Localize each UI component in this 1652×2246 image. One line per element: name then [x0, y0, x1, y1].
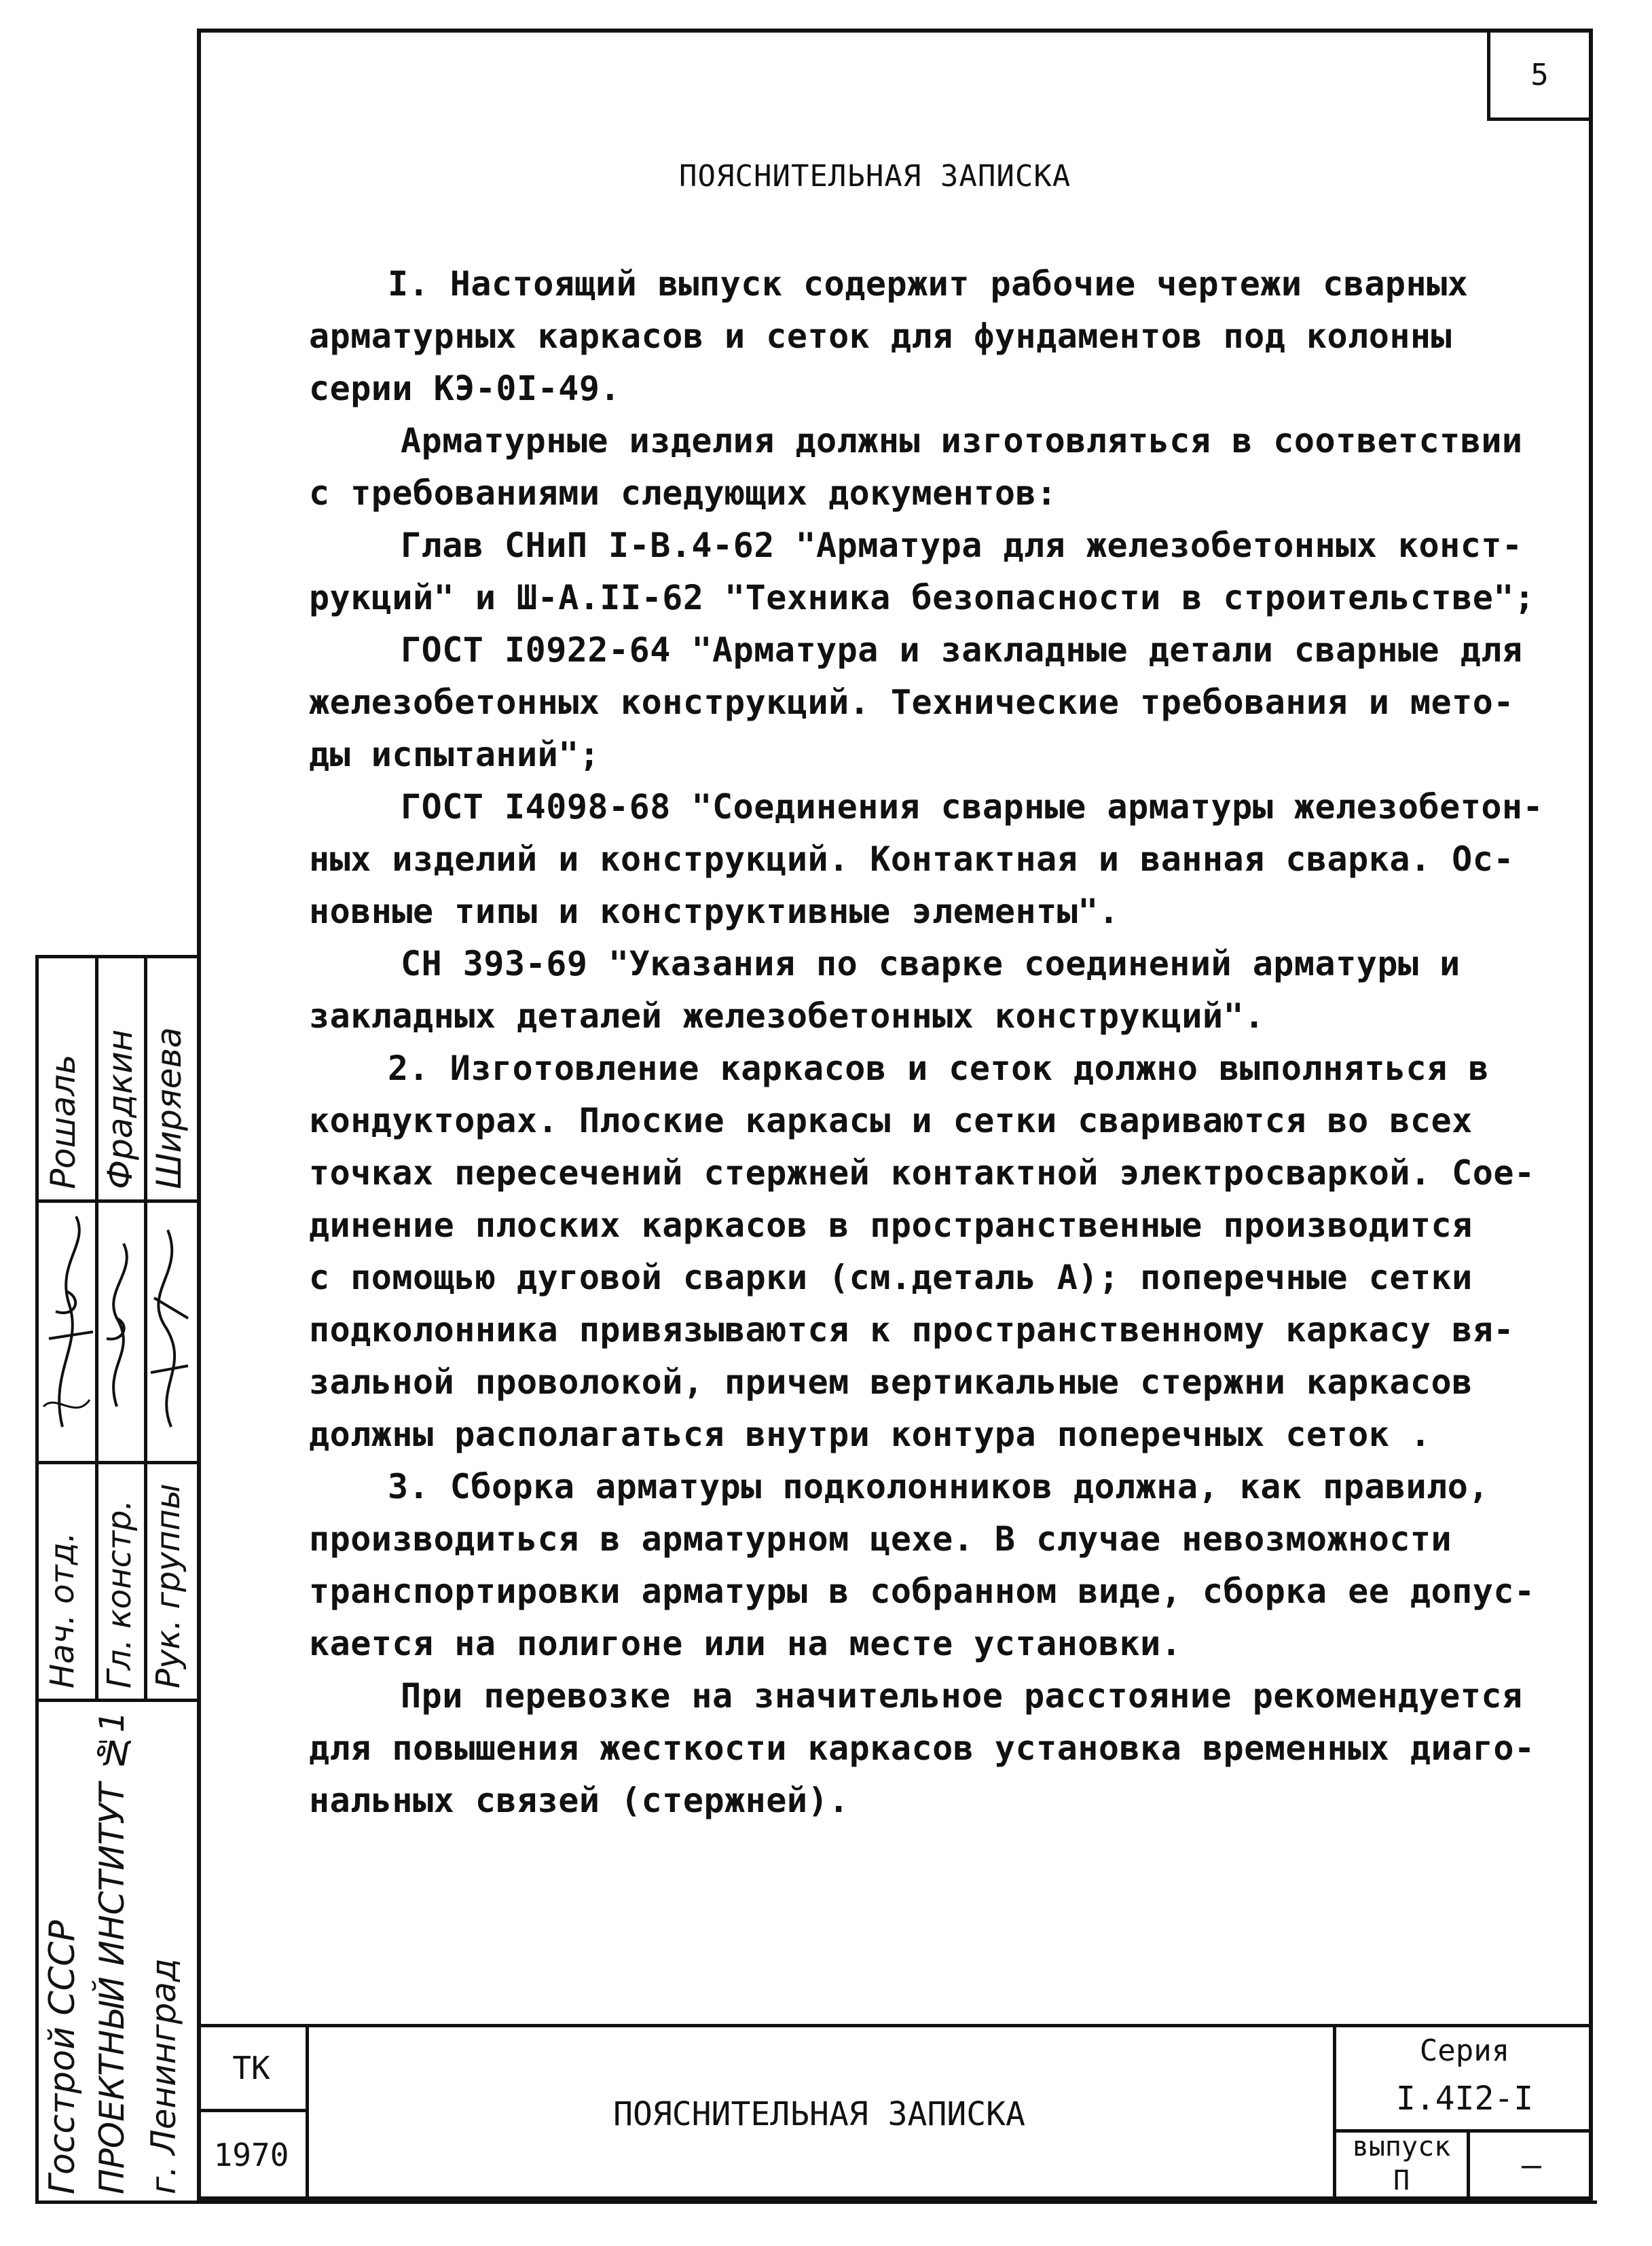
- body-line: ных изделий и конструкций. Контактная и ванная сварка. Ос-: [309, 839, 1514, 879]
- body-line: с помощью дуговой сварки (см.деталь А); поперечные сетки: [309, 1258, 1473, 1297]
- body-line: ГОСТ I4098-68 "Соединения сварные арматуры железобетон-: [401, 787, 1544, 827]
- org-line-2: ПРОЕКТНЫЙ ИНСТИТУТ №1: [92, 1711, 132, 2194]
- body-line: Арматурные изделия должны изготовляться в соответствии: [401, 421, 1523, 460]
- body-line: должны располагаться внутри контура поперечных сеток .: [309, 1415, 1431, 1454]
- body-line: рукций" и Ш-А.II-62 "Техника безопасности в строительстве";: [309, 578, 1535, 617]
- body-line: кается на полигоне или на месте установки.: [309, 1624, 1182, 1663]
- body-line: 3. Сборка арматуры подколонников должна, как правило,: [388, 1467, 1489, 1506]
- position-1: Нач. отд.: [43, 1532, 81, 1688]
- org-code: ТК: [232, 2050, 270, 2086]
- position-3: Рук. группы: [149, 1483, 187, 1688]
- issue-label: выпуск: [1352, 2131, 1451, 2162]
- side-divider: [35, 1699, 197, 1702]
- body-line: арматурных каркасов и сеток для фундаментов под колонны: [309, 316, 1452, 356]
- body-line: точках пересечений стержней контактной электросваркой. Сое-: [309, 1153, 1535, 1193]
- document-body: [309, 258, 1585, 1827]
- body-line: для повышения жесткости каркасов установка временных диаго-: [309, 1728, 1535, 1768]
- body-line: динение плоских каркасов в пространственные производится: [309, 1206, 1473, 1245]
- org-line-1: Госстрой СССР: [42, 1920, 83, 2194]
- body-line: ГОСТ I0922-64 "Арматура и закладные детали сварные для: [401, 630, 1523, 670]
- outer-border-bottom: [35, 2200, 1597, 2204]
- body-line: СН 393-69 "Указания по сварке соединений арматуры и: [401, 944, 1461, 983]
- name-1: Рошаль: [43, 1054, 83, 1189]
- body-line: железобетонных конструкций. Технические требования и мето-: [309, 683, 1514, 722]
- sheet-value: –: [1522, 2145, 1541, 2184]
- issue-value: П: [1393, 2165, 1410, 2196]
- side-divider: [35, 1461, 197, 1464]
- signatures: [35, 1203, 197, 1457]
- name-3: Ширяева: [149, 1027, 189, 1189]
- body-line: Глав СНиП I-В.4-62 "Арматура для железобетонных конст-: [401, 526, 1523, 565]
- stamp-doc-title: ПОЯСНИТЕЛЬНАЯ ЗАПИСКА: [613, 2095, 1025, 2133]
- body-line: кондукторах. Плоские каркасы и сетки свариваются во всех: [309, 1101, 1473, 1140]
- body-line: 2. Изготовление каркасов и сеток должно выполняться в: [388, 1049, 1489, 1088]
- body-line: транспортировки арматуры в собранном виде, сборка ее допус-: [309, 1572, 1535, 1611]
- page-number: 5: [1487, 33, 1589, 121]
- body-line: подколонника привязываются к пространственному каркасу вя-: [309, 1310, 1514, 1350]
- body-line: серии КЭ-0I-49.: [309, 369, 621, 408]
- page-title: ПОЯСНИТЕЛЬНАЯ ЗАПИСКА: [679, 159, 1071, 194]
- side-approval-stamp: [35, 955, 197, 2200]
- body-line: зальной проволокой, причем вертикальные стержни каркасов: [309, 1362, 1473, 1402]
- org-line-3: г. Ленинград: [144, 1958, 183, 2194]
- body-line: производиться в арматурном цехе. В случае невозможности: [309, 1519, 1452, 1559]
- title-block: [197, 2024, 1593, 2200]
- body-line: новные типы и конструктивные элементы".: [309, 892, 1120, 931]
- series-value: I.4I2-I: [1395, 2080, 1534, 2118]
- body-line: с требованиями следующих документов:: [309, 473, 1057, 513]
- body-line: ды испытаний";: [309, 735, 600, 774]
- body-line: нальных связей (стержней).: [309, 1781, 849, 1820]
- position-2: Гл. констр.: [100, 1500, 139, 1688]
- body-line: При перевозке на значительное расстояние рекомендуется: [401, 1676, 1523, 1716]
- name-2: Фрадкин: [100, 1029, 140, 1189]
- body-line: I. Настоящий выпуск содержит рабочие чертежи сварных: [388, 264, 1469, 304]
- series-label: Серия: [1419, 2033, 1510, 2068]
- body-line: закладных деталей железобетонных конструкций".: [309, 996, 1265, 1036]
- stamp-year: 1970: [213, 2136, 289, 2173]
